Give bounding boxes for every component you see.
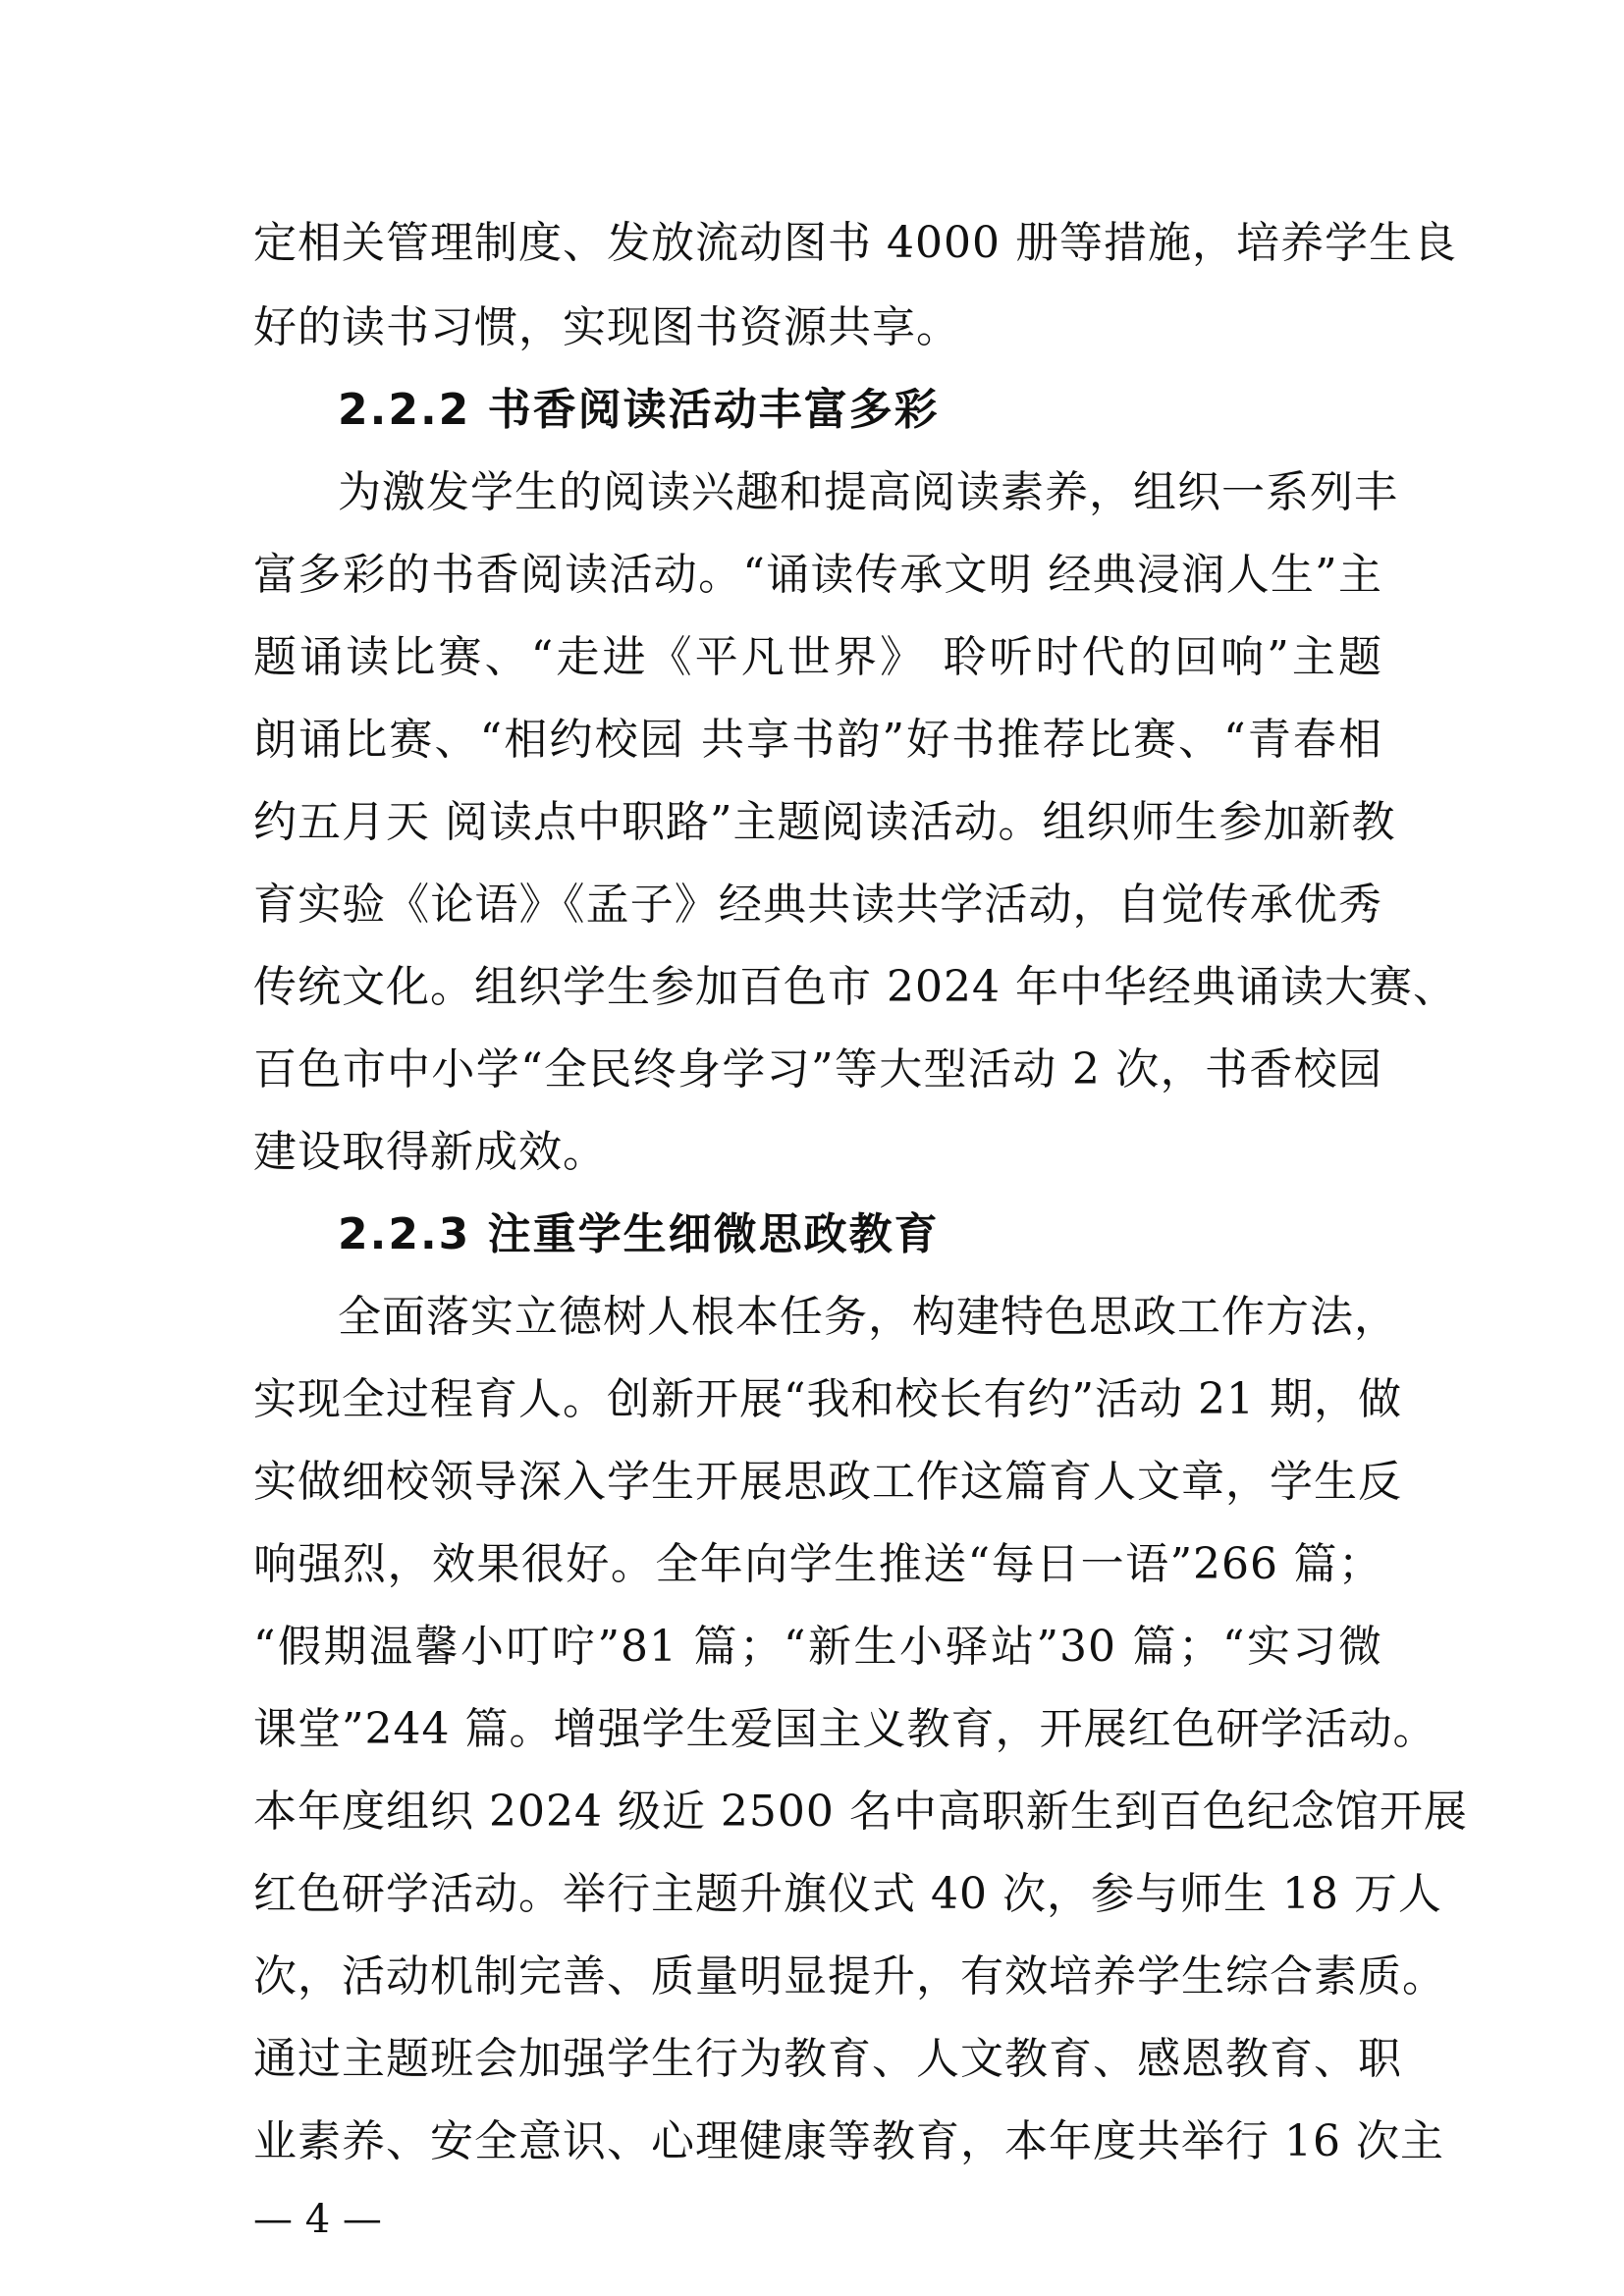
body-text-line: 为激发学生的阅读兴趣和提高阅读素养，组织一系列丰 [338, 467, 1398, 517]
body-text-line: 育实验《论语》《孟子》经典共读共学活动，自觉传承优秀 [253, 880, 1382, 930]
body-text-line: 约五月天 阅读点中职路”主题阅读活动。组织师生参加新教 [253, 797, 1396, 847]
body-text-line: 通过主题班会加强学生行为教育、人文教育、感恩教育、职 [253, 2034, 1402, 2084]
body-text-line: 题诵读比赛、“走进《平凡世界》 聆听时代的回响”主题 [253, 632, 1382, 682]
body-text-line: 实现全过程育人。创新开展“我和校长有约”活动 21 期，做 [253, 1374, 1402, 1424]
body-text-line: 定相关管理制度、发放流动图书 4000 册等措施，培养学生良 [253, 218, 1457, 268]
body-text-line: 响强烈，效果很好。全年向学生推送“每日一语”266 篇； [253, 1539, 1382, 1589]
body-text-line: 传统文化。组织学生参加百色市 2024 年中华经典诵读大赛、 [253, 962, 1457, 1012]
body-text-line: 业素养、安全意识、心理健康等教育，本年度共举行 16 次主 [253, 2116, 1444, 2166]
body-text-line: 红色研学活动。举行主题升旗仪式 40 次，参与师生 18 万人 [253, 1869, 1442, 1919]
body-text-line: 好的读书习惯，实现图书资源共享。 [253, 302, 960, 352]
body-text-line: 本年度组织 2024 级近 2500 名中高职新生到百色纪念馆开展 [253, 1787, 1468, 1837]
body-text-line: 全面落实立德树人根本任务，构建特色思政工作方法， [338, 1292, 1398, 1342]
body-text-line: 实做细校领导深入学生开展思政工作这篇育人文章，学生反 [253, 1457, 1402, 1507]
page-number: — 4 — [253, 2197, 382, 2242]
body-text-line: 次，活动机制完善、质量明显提升，有效培养学生综合素质。 [253, 1951, 1446, 2002]
body-text-line: 百色市中小学“全民终身学习”等大型活动 2 次，书香校园 [253, 1044, 1382, 1095]
body-text-line: 课堂”244 篇。增强学生爱国主义教育，开展红色研学活动。 [253, 1704, 1437, 1754]
body-text-line: 建设取得新成效。 [253, 1127, 607, 1177]
body-text-line: “假期温馨小叮咛”81 篇；“新生小驿站”30 篇；“实习微 [253, 1622, 1382, 1672]
section-heading-2-2-3: 2.2.3 注重学生细微思政教育 [338, 1209, 940, 1259]
body-text-line: 富多彩的书香阅读活动。“诵读传承文明 经典浸润人生”主 [253, 550, 1382, 600]
body-text-line: 朗诵比赛、“相约校园 共享书韵”好书推荐比赛、“青春相 [253, 715, 1382, 765]
section-heading-2-2-2: 2.2.2 书香阅读活动丰富多彩 [338, 385, 940, 435]
